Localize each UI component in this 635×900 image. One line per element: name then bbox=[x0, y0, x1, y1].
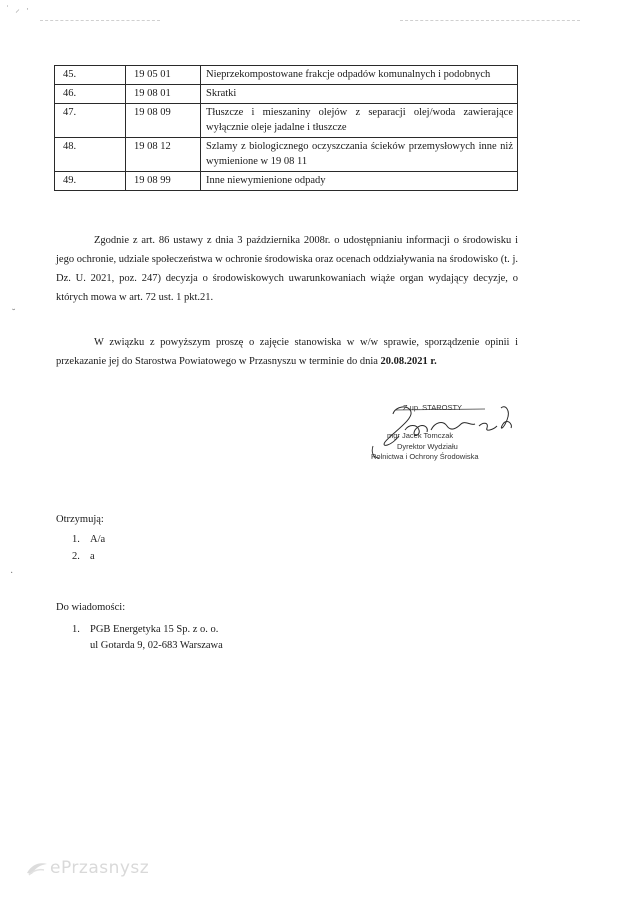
table-row bbox=[55, 66, 518, 85]
list-item: 1. A/a bbox=[72, 534, 106, 545]
company-address: ul Gotarda 9, 02-683 Warszawa bbox=[90, 640, 223, 651]
waste-code: 19 08 09 bbox=[126, 104, 201, 138]
scan-artifact-mark: ˘ bbox=[12, 308, 16, 319]
row-number: 46. bbox=[55, 85, 126, 104]
legal-basis-paragraph: Zgodnie z art. 86 ustawy z dnia 3 października 2008r. o udostępnianiu informacji o środowisku i jego ochronie, udziale społeczeństwa w ochronie środowiska oraz ocenach oddziaływania na środowisko (t. j. Dz. U. 2021, poz. 247) decyzja o środowiskowych uwarunkowaniach wiąże organ wydający decyzje, o których mowa w art. 72 ust. 1 pkt.21. bbox=[56, 235, 518, 303]
list-item: 1. PGB Energetyka 15 Sp. z o. o. ul Gotarda 9, 02-683 Warszawa bbox=[72, 622, 223, 654]
signature-block bbox=[365, 400, 515, 470]
table-row bbox=[55, 172, 518, 191]
scan-artifact-mark: · bbox=[10, 568, 14, 579]
watermark-text: ePrzasnysz bbox=[50, 858, 150, 878]
request-paragraph bbox=[56, 333, 518, 371]
deadline-date: 20.08.2021 r. bbox=[380, 356, 437, 367]
signature-authority: Z up. STAROSTY bbox=[403, 403, 463, 412]
list-item: 2. a bbox=[72, 551, 95, 562]
waste-description: Szlamy z biologicznego oczyszczania ścieków przemysłowych inne niż wymienione w 19 08 11 bbox=[201, 138, 518, 172]
eprzasnysz-watermark bbox=[26, 858, 149, 878]
info-recipients-label: Do wiadomości: bbox=[56, 602, 126, 613]
waste-code: 19 05 01 bbox=[126, 66, 201, 85]
table-row bbox=[55, 104, 518, 138]
waste-code: 19 08 01 bbox=[126, 85, 201, 104]
row-number: 49. bbox=[55, 172, 126, 191]
row-number: 45. bbox=[55, 66, 126, 85]
waste-description: Tłuszcze i mieszaniny olejów z separacji olej/woda zawierające wyłącznie oleje jadalne i tłuszcze bbox=[201, 104, 518, 138]
table-row bbox=[55, 85, 518, 104]
recipients-label: Otrzymują: bbox=[56, 514, 104, 525]
waste-description: Skratki bbox=[201, 85, 518, 104]
request-text: W związku z powyższym proszę o zajęcie stanowiska w w/w sprawie, sporządzenie opinii i przekazanie jej do Starostwa Powiatowego w Przasnyszu w terminie do dnia bbox=[56, 337, 518, 367]
company-name: PGB Energetyka 15 Sp. z o. o. bbox=[90, 624, 219, 635]
row-number: 48. bbox=[55, 138, 126, 172]
table-row bbox=[55, 138, 518, 172]
scan-artifact-marks: ˙ ⸝ · bbox=[6, 4, 31, 14]
signatory-department: Rolnictwa i Ochrony Środowiska bbox=[371, 452, 479, 461]
swoosh-logo-icon bbox=[26, 860, 48, 876]
faded-header-left bbox=[40, 20, 160, 24]
waste-description: Nieprzekompostowane frakcje odpadów komunalnych i podobnych bbox=[201, 66, 518, 85]
waste-description: Inne niewymienione odpady bbox=[201, 172, 518, 191]
faded-header-right bbox=[400, 20, 580, 24]
row-number: 47. bbox=[55, 104, 126, 138]
waste-code: 19 08 99 bbox=[126, 172, 201, 191]
waste-codes-table bbox=[54, 65, 518, 191]
signatory-name: mgr Jacek Tomczak bbox=[387, 431, 454, 440]
info-recipients-list bbox=[72, 622, 223, 654]
waste-code: 19 08 12 bbox=[126, 138, 201, 172]
recipients-list bbox=[72, 531, 105, 565]
signatory-position: Dyrektor Wydziału bbox=[397, 442, 458, 451]
